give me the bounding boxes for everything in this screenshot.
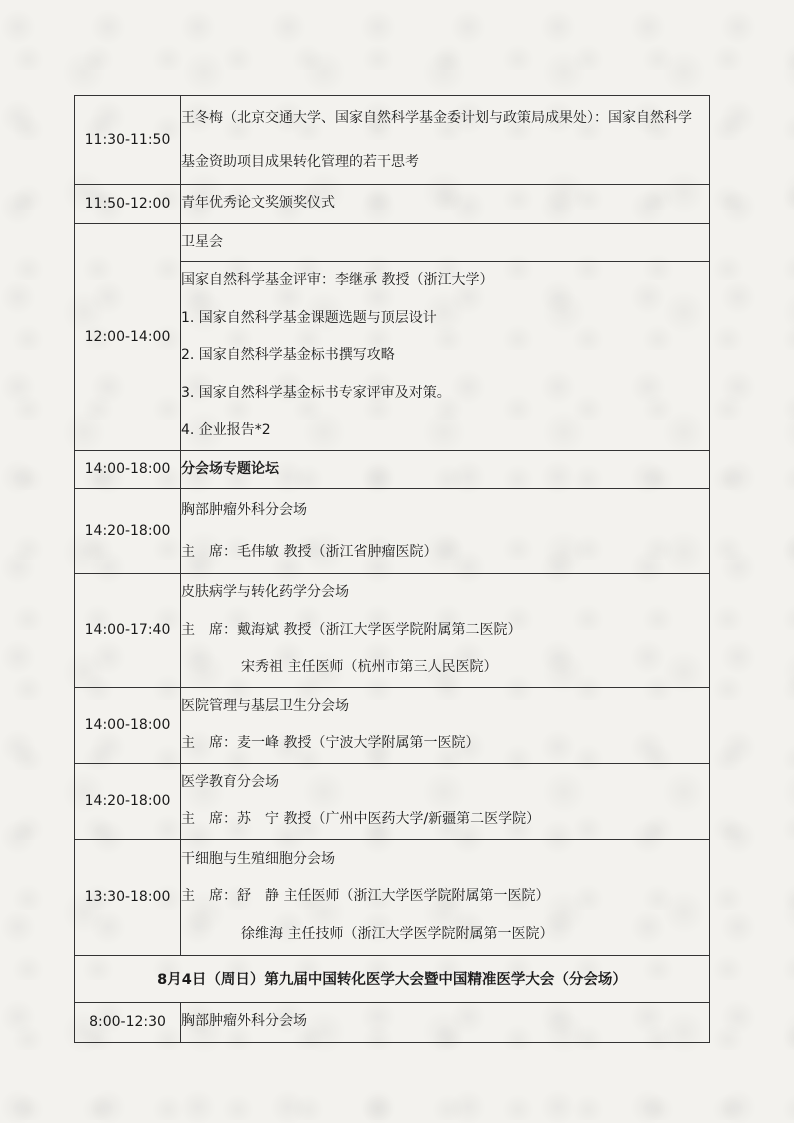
session-title: 卫星会 <box>181 233 223 250</box>
session-detail: 国家自然科学基金评审：李继承 教授（浙江大学） <box>181 272 494 288</box>
session-time: 11:50-12:00 <box>75 185 181 224</box>
table-row <box>75 955 710 1002</box>
session-time: 12:00-14:00 <box>75 223 181 450</box>
table-row <box>75 687 710 763</box>
session-time: 14:00-18:00 <box>75 687 181 763</box>
session-chair: 徐维海 主任技师（浙江大学医学院附属第一医院） <box>241 925 554 942</box>
session-detail: 3. 国家自然科学基金标书专家评审及对策。 <box>181 384 451 401</box>
session-chair: 主 席：麦一峰 教授（宁波大学附属第一医院） <box>181 735 480 751</box>
table-row <box>75 489 710 574</box>
session-time: 14:00-17:40 <box>75 574 181 688</box>
session-title: 王冬梅（北京交通大学、国家自然科学基金委计划与政策局成果处）：国家自然科学基金资助项目成果转化管理的若干思考 <box>181 110 692 170</box>
session-time: 13:30-18:00 <box>75 839 181 955</box>
session-chair: 主 席：苏 宁 教授（广州中医药大学/新疆第二医学院） <box>181 811 541 827</box>
session-time: 14:20-18:00 <box>75 763 181 839</box>
table-row <box>75 763 710 839</box>
session-detail: 1. 国家自然科学基金课题选题与顶层设计 <box>181 309 437 326</box>
day-header: 8月4日（周日）第九届中国转化医学大会暨中国精准医学大会（分会场） <box>75 955 710 1002</box>
session-time: 14:00-18:00 <box>75 450 181 489</box>
table-row <box>75 185 710 224</box>
session-title: 胸部肿瘤外科分会场 <box>181 502 307 518</box>
session-detail: 2. 国家自然科学基金标书撰写攻略 <box>181 347 395 363</box>
session-time: 14:20-18:00 <box>75 489 181 574</box>
session-title: 青年优秀论文奖颁奖仪式 <box>181 195 335 211</box>
table-row <box>75 839 710 955</box>
session-title: 医院管理与基层卫生分会场 <box>181 697 349 714</box>
session-chair: 主 席：舒 静 主任医师（浙江大学医学院附属第一医院） <box>181 888 550 905</box>
table-row <box>75 96 710 185</box>
table-row <box>75 1002 710 1042</box>
schedule-table <box>74 95 710 1043</box>
session-title: 胸部肿瘤外科分会场 <box>181 1013 307 1030</box>
table-row <box>75 574 710 688</box>
table-row <box>75 450 710 489</box>
session-title: 皮肤病学与转化药学分会场 <box>181 584 349 600</box>
session-title: 医学教育分会场 <box>181 773 279 790</box>
session-detail: 4. 企业报告*2 <box>181 422 271 438</box>
session-chair: 宋秀祖 主任医师（杭州市第三人民医院） <box>241 659 498 675</box>
session-time: 11:30-11:50 <box>75 96 181 185</box>
session-chair: 主 席：戴海斌 教授（浙江大学医学院附属第二医院） <box>181 621 522 638</box>
table-row <box>75 223 710 262</box>
session-title: 分会场专题论坛 <box>181 460 279 477</box>
session-title: 干细胞与生殖细胞分会场 <box>181 850 335 867</box>
session-chair: 主 席：毛伟敏 教授（浙江省肿瘤医院） <box>181 544 438 560</box>
session-time: 8:00-12:30 <box>75 1002 181 1042</box>
